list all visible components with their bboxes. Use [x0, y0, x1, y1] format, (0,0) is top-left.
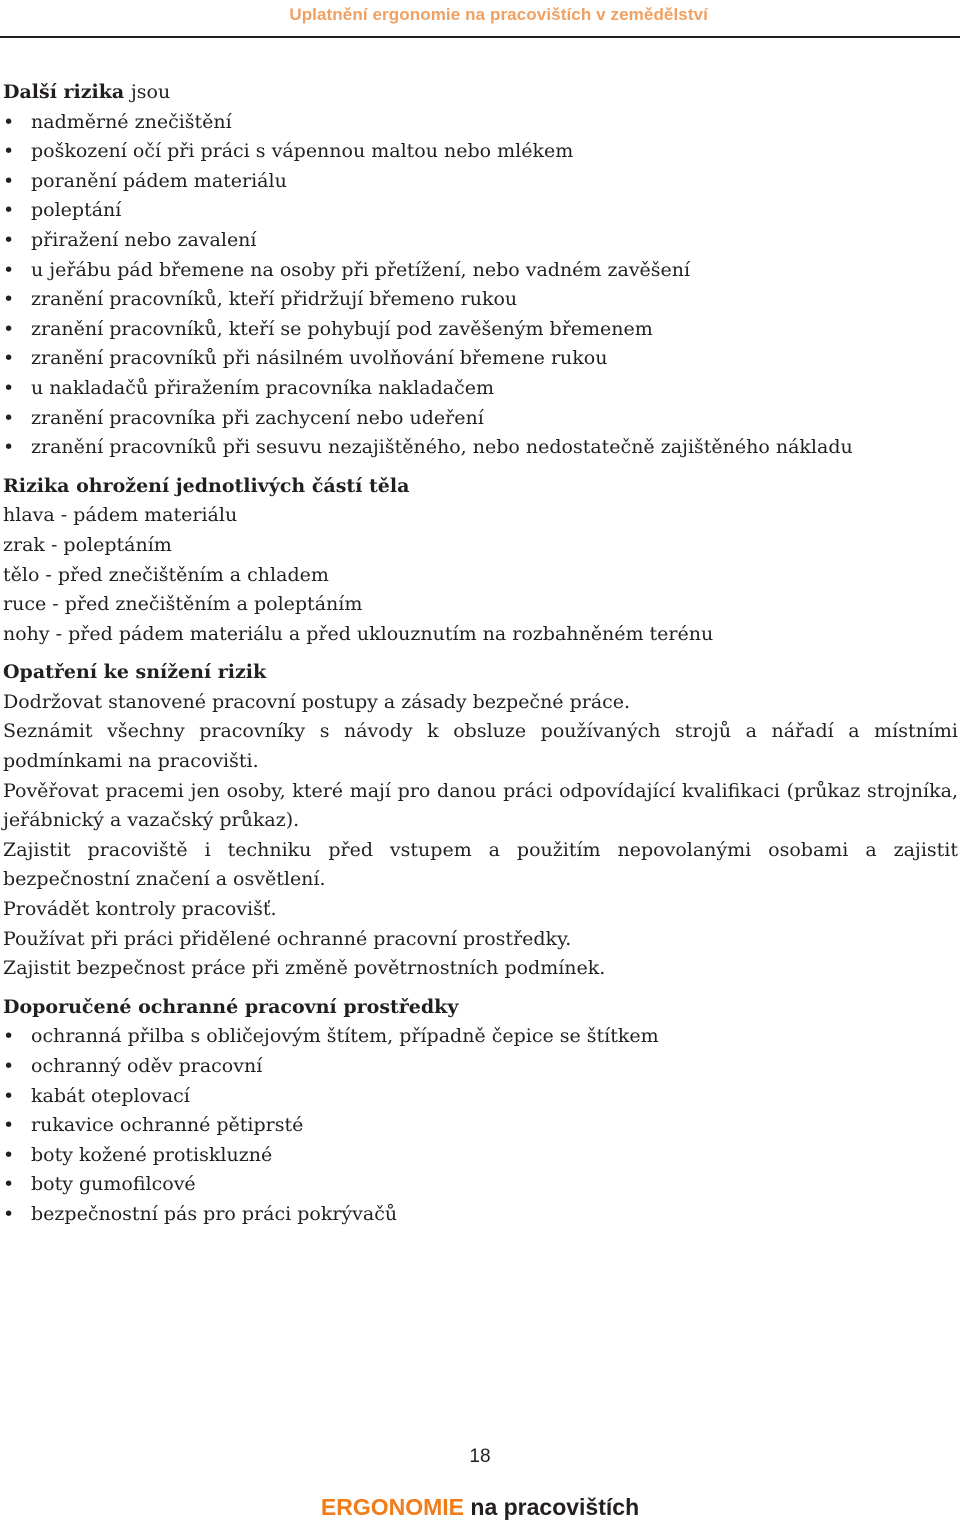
list-item: • bezpečnostní pás pro práci pokrývačů	[3, 1200, 958, 1230]
body-parts-heading: Rizika ohrožení jednotlivých částí těla	[3, 474, 410, 497]
header-divider	[0, 36, 960, 38]
list-item: • poleptání	[3, 196, 958, 226]
running-header-title: Uplatnění ergonomie na pracovištích v zemědělství	[289, 5, 708, 24]
ppe-list	[3, 1022, 958, 1229]
body-part-line: tělo - před znečištěním a chladem	[3, 563, 329, 586]
measures-heading: Opatření ke snížení rizik	[3, 661, 267, 684]
list-item: • ochranná přilba s obličejovým štítem, případně čepice se štítkem	[3, 1022, 958, 1052]
body-part-line: hlava - pádem materiálu	[3, 504, 238, 527]
measure-paragraph: Provádět kontroly pracovišť.	[3, 898, 277, 921]
list-item: • nadměrné znečištění	[3, 108, 958, 138]
list-item: • rukavice ochranné pětiprsté	[3, 1111, 958, 1141]
measures-text	[3, 688, 958, 984]
measure-paragraph: Seznámit všechny pracovníky s návody k obsluze používaných strojů a nářadí a místními podmínkami na pracovišti.	[3, 720, 958, 773]
list-item: • zranění pracovníků, kteří se pohybují pod zavěšeným břemenem	[3, 315, 958, 345]
footer-brand	[0, 1494, 960, 1521]
list-item: • ochranný oděv pracovní	[3, 1052, 958, 1082]
page-number: 18	[469, 1446, 491, 1467]
list-item: • u jeřábu pád břemene na osoby při přetížení, nebo vadném zavěšení	[3, 256, 958, 286]
measure-paragraph: Pověřovat pracemi jen osoby, které mají pro danou práci odpovídající kvalifikaci (průkaz strojníka, jeřábnický a vazačský průkaz).	[3, 779, 958, 832]
other-risks-list	[3, 108, 958, 463]
body-part-line: zrak - poleptáním	[3, 533, 172, 556]
body-part-line: nohy - před pádem materiálu a před uklouznutím na rozbahněném terénu	[3, 622, 714, 645]
list-item: • kabát oteplovací	[3, 1082, 958, 1112]
list-item: • zranění pracovníků při násilném uvolňování břemene rukou	[3, 344, 958, 374]
footer-brand-accent: ERGONOMIE	[320, 1494, 464, 1520]
list-item: • boty kožené protiskluzné	[3, 1141, 958, 1171]
list-item: • poškození očí při práci s vápennou maltou nebo mlékem	[3, 137, 958, 167]
body-part-line: ruce - před znečištěním a poleptáním	[3, 593, 363, 616]
list-item: • boty gumofilcové	[3, 1170, 958, 1200]
list-item: • poranění pádem materiálu	[3, 167, 958, 197]
other-risks-heading	[3, 78, 958, 108]
page-content	[3, 78, 958, 1230]
measure-paragraph: Používat při práci přidělené ochranné pracovní prostředky.	[3, 927, 572, 950]
list-item: • u nakladačů přiražením pracovníka nakladačem	[3, 374, 958, 404]
list-item: • zranění pracovníků, kteří přidržují břemeno rukou	[3, 285, 958, 315]
measure-paragraph: Zajistit pracoviště i techniku před vstupem a použitím nepovolanými osobami a zajistit bezpečnostní značení a osvětlení.	[3, 838, 958, 891]
footer-brand-rest: na pracovištích	[470, 1494, 640, 1520]
body-parts-list	[3, 501, 958, 649]
other-risks-heading-suffix: jsou	[130, 81, 171, 103]
ppe-heading: Doporučené ochranné pracovní prostředky	[3, 995, 459, 1018]
measure-paragraph: Dodržovat stanovené pracovní postupy a zásady bezpečné práce.	[3, 690, 631, 713]
list-item: • zranění pracovníka při zachycení nebo udeření	[3, 404, 958, 434]
list-item: • zranění pracovníků při sesuvu nezajištěného, nebo nedostatečně zajištěného nákladu	[3, 433, 958, 463]
list-item: • přiražení nebo zavalení	[3, 226, 958, 256]
measure-paragraph: Zajistit bezpečnost práce při změně povětrnostních podmínek.	[3, 957, 606, 980]
other-risks-heading-bold: Další rizika	[3, 81, 125, 103]
